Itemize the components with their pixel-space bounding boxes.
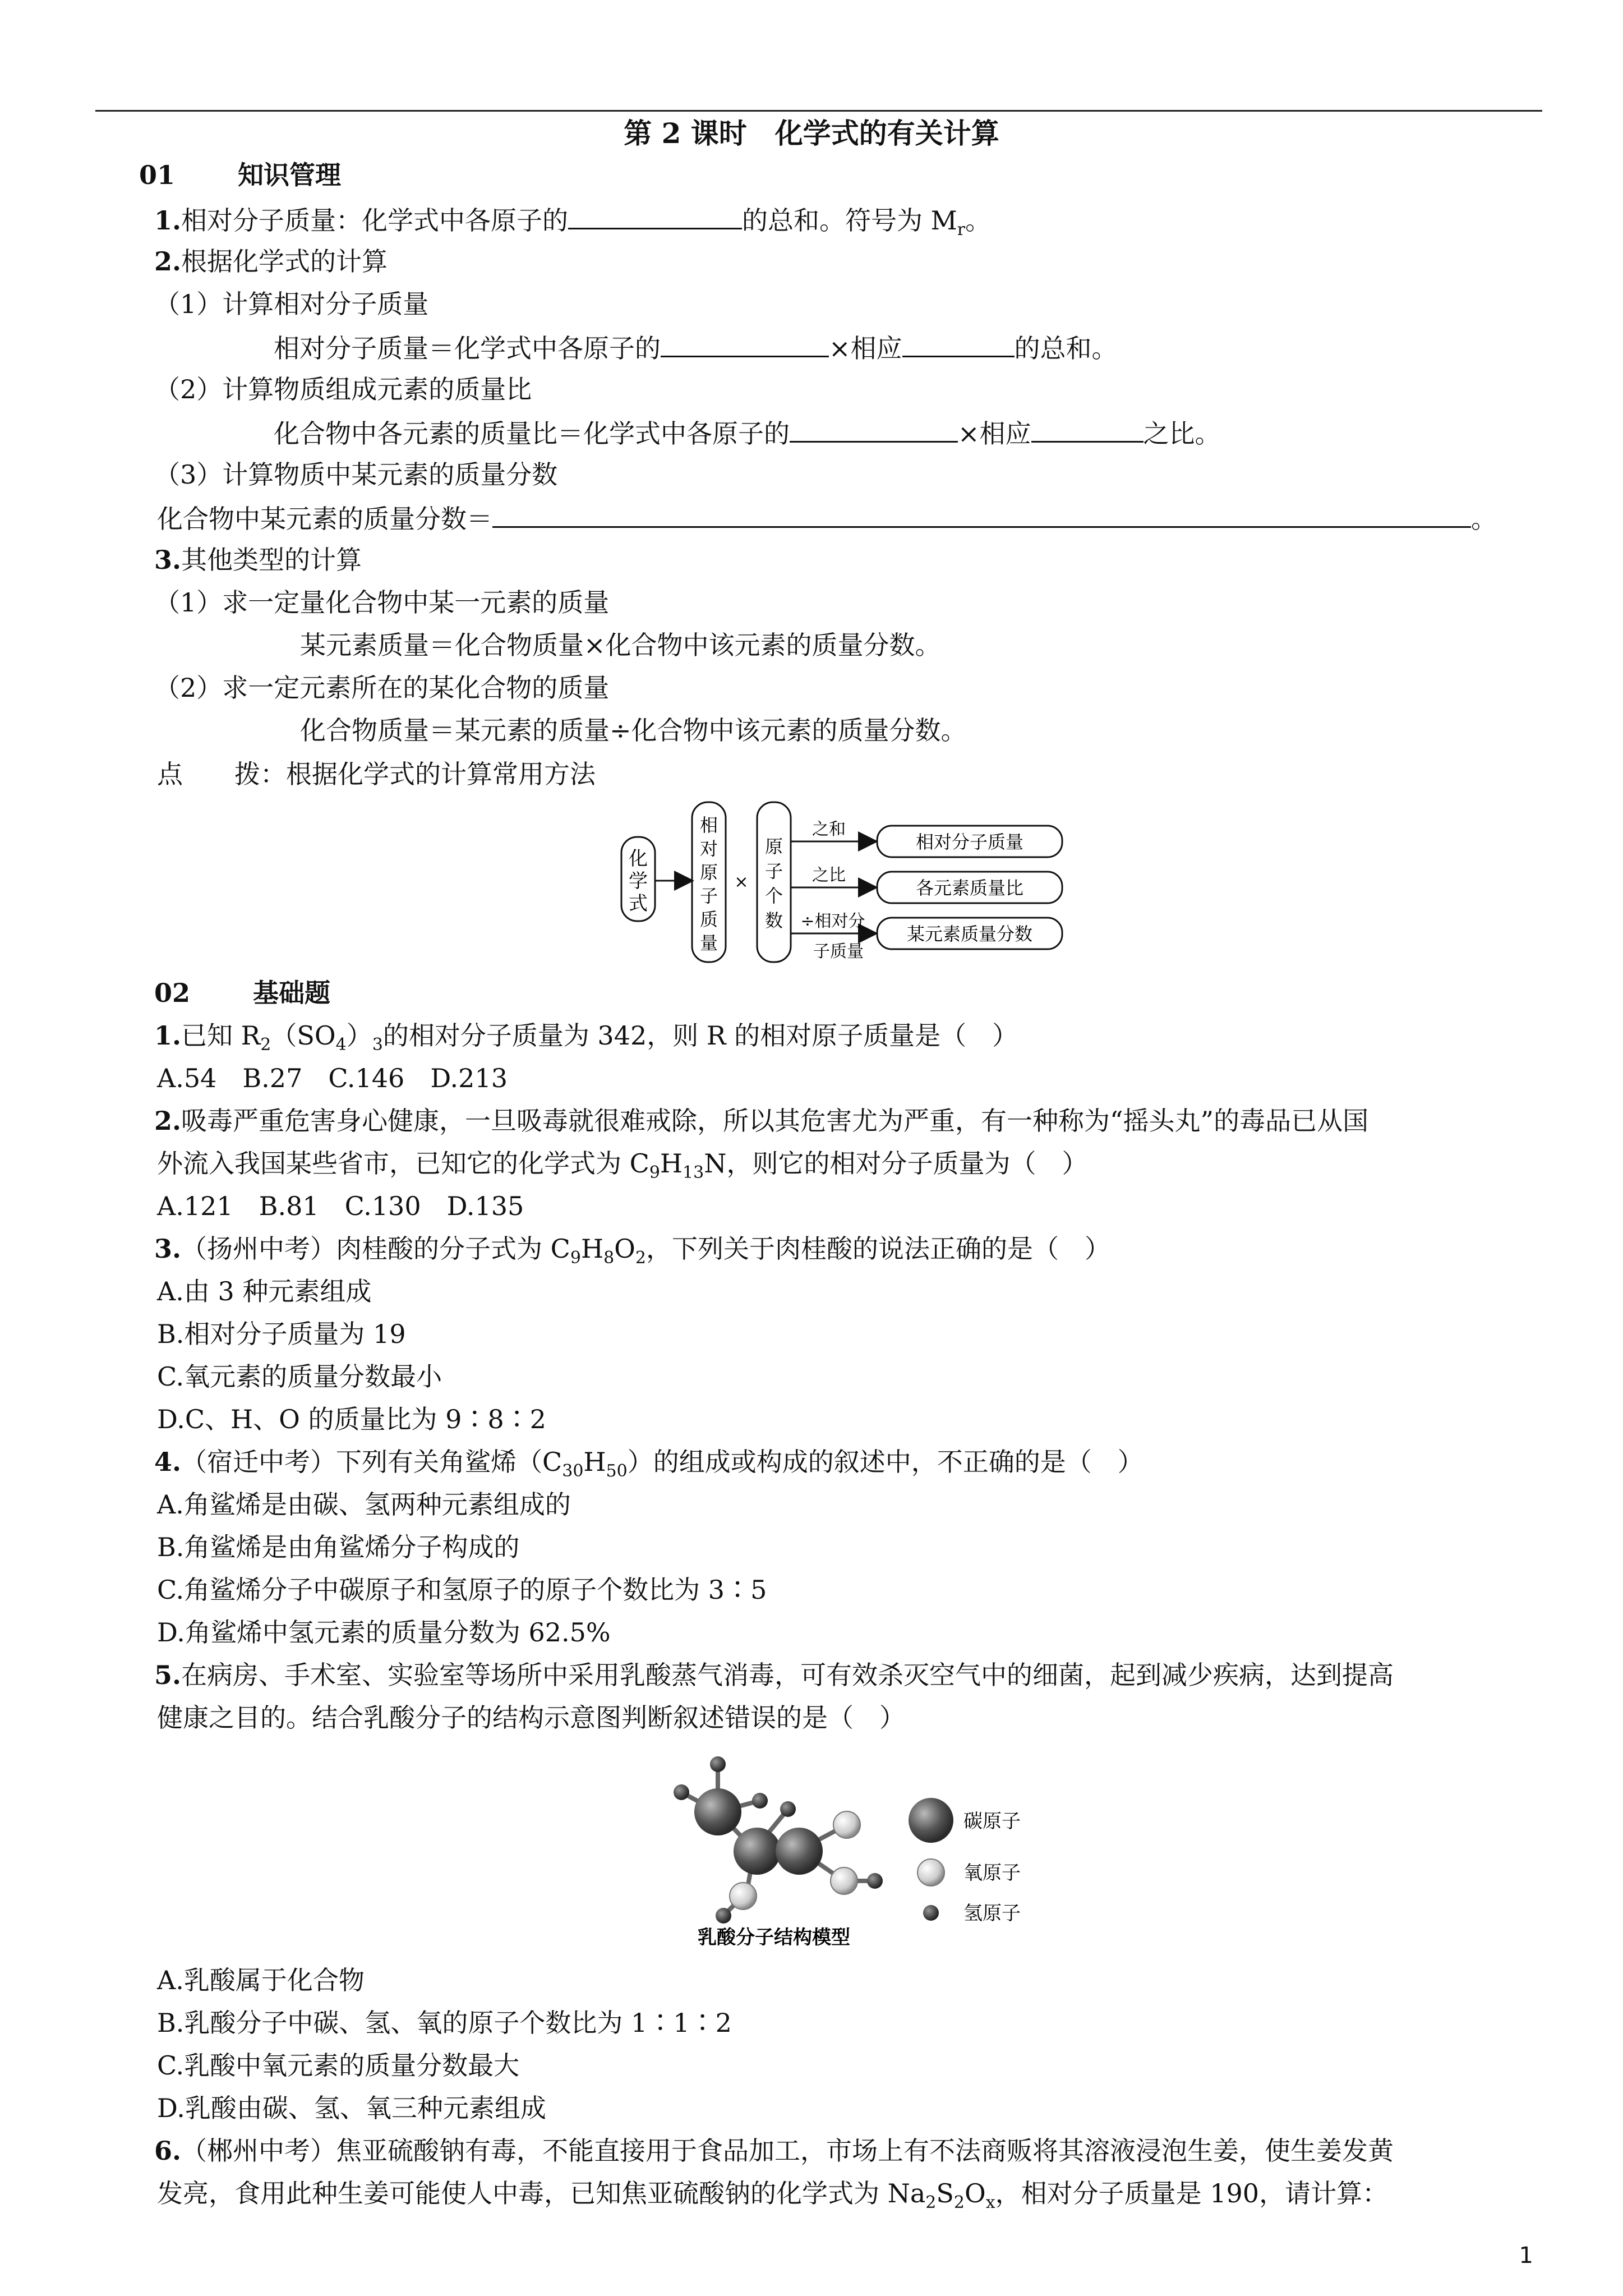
fill-blank[interactable] xyxy=(661,330,829,357)
knowledge-item-1: 1.相对分子质量：化学式中各原子的 的总和。符号为 $M_r$。 xyxy=(154,202,991,247)
section-name: 基础题 xyxy=(253,978,331,1008)
question-5-option-b: B.乳酸分子中碳、氢、氧的原子个数比为 1∶1∶2 xyxy=(157,2008,732,2038)
carbon-atom xyxy=(734,1828,781,1875)
question-6-line-1: 6.（郴州中考）焦亚硫酸钠有毒，不能直接用于食品加工，市场上有不法商贩将其溶液浸泡生姜，使生姜发黄 xyxy=(154,2136,1394,2166)
fill-blank[interactable] xyxy=(492,500,1471,528)
question-4-option-c: C.角鲨烯分子中碳原子和氢原子的原子个数比为 3∶5 xyxy=(157,1575,767,1605)
arrow-fraction-label-2: 子质量 xyxy=(813,942,864,961)
oxygen-atom xyxy=(833,1811,860,1838)
legend-oxygen-label: 氧原子 xyxy=(963,1862,1021,1884)
fill-blank[interactable] xyxy=(568,202,742,229)
legend-carbon-icon xyxy=(909,1798,953,1843)
question-3-option-c: C.氧元素的质量分数最小 xyxy=(157,1361,442,1392)
question-2-options: A.121 B.81 C.130 D.135 xyxy=(157,1191,524,1221)
legend-hydrogen-icon xyxy=(923,1905,939,1921)
box2-char-5: 质 xyxy=(699,909,718,930)
question-3-option-d: D.C、H、O 的质量比为 9∶8∶2 xyxy=(157,1404,546,1434)
legend-hydrogen-label: 氢原子 xyxy=(963,1902,1021,1925)
knowledge-3-1-heading: （1）求一定量化合物中某一元素的质量 xyxy=(154,587,610,618)
knowledge-2-1-heading: （1）计算相对分子质量 xyxy=(154,289,429,319)
question-5-option-c: C.乳酸中氧元素的质量分数最大 xyxy=(157,2050,520,2081)
box2-char-2: 对 xyxy=(699,838,718,859)
question-1: 1.已知 $R_2(SO_4)_3$的相对分子质量为 342，则 R 的相对原子质量是（ ） xyxy=(154,1020,1018,1055)
figure-caption: 乳酸分子结构模型 xyxy=(698,1926,850,1949)
tip-label: 点 拨： xyxy=(157,759,286,789)
legend-oxygen-icon xyxy=(917,1859,944,1886)
out1-label: 相对分子质量 xyxy=(915,831,1024,853)
box2-char-4: 子 xyxy=(699,885,718,907)
question-5-option-d: D.乳酸由碳、氢、氧三种元素组成 xyxy=(157,2093,546,2123)
atom-count-box xyxy=(757,802,791,962)
question-3: 3.（扬州中考）肉桂酸的分子式为 $C_9H_8O_2$，下列关于肉桂酸的说法正确的是（ ） xyxy=(154,1234,1110,1268)
section-number: 02 xyxy=(154,978,191,1008)
question-4-option-d: D.角鲨烯中氢元素的质量分数为 62.5% xyxy=(157,1617,611,1648)
section-knowledge xyxy=(139,158,341,192)
legend-carbon-label: 碳原子 xyxy=(963,1810,1021,1833)
times-sign: × xyxy=(734,872,749,892)
knowledge-2-2-formula: 化合物中各元素的质量比＝化学式中各原子的 ×相应 之比。 xyxy=(274,415,1221,450)
top-rule xyxy=(95,110,1542,112)
box3-char-3: 个 xyxy=(764,885,783,907)
knowledge-item-3: 3.其他类型的计算 xyxy=(154,545,362,575)
lactic-acid-model-figure xyxy=(656,1745,1082,1952)
question-5-option-a: A.乳酸属于化合物 xyxy=(157,1965,365,1995)
question-6-line-2: 发亮，食用此种生姜可能使人中毒，已知焦亚硫酸钠的化学式为 $Na_2S_2O_x$，相对分子质量是 190，请计算： xyxy=(157,2178,1389,2213)
question-4: 4.（宿迁中考）下列有关角鲨烯$(C_{30}H_{50})$的组成或构成的叙述中，不正确的是（ ） xyxy=(154,1447,1144,1481)
arrow-fraction-label-1: ÷相对分 xyxy=(800,912,865,931)
knowledge-2-2-heading: （2）计算物质组成元素的质量比 xyxy=(154,374,532,404)
calculation-flow-diagram xyxy=(617,797,1077,970)
page-title: 第 2 课时 化学式的有关计算 xyxy=(624,117,999,150)
arrow-sum-label: 之和 xyxy=(812,820,846,839)
oxygen-atom xyxy=(730,1883,757,1910)
box1-char-3: 式 xyxy=(629,892,648,915)
hydrogen-atom xyxy=(867,1873,883,1889)
hydrogen-atom xyxy=(752,1793,768,1809)
box1-char-1: 化 xyxy=(629,848,648,870)
question-5-line-2: 健康之目的。结合乳酸分子的结构示意图判断叙述错误的是（ ） xyxy=(157,1703,905,1733)
hydrogen-atom xyxy=(710,1756,726,1772)
box1-char-2: 学 xyxy=(629,870,648,892)
question-5-line-1: 5.在病房、手术室、实验室等场所中采用乳酸蒸气消毒，可有效杀灭空气中的细菌，起到减少疾病，达到提高 xyxy=(154,1660,1394,1690)
carbon-atom xyxy=(694,1788,741,1835)
tip-text: 根据化学式的计算常用方法 xyxy=(286,759,596,789)
hydrogen-atom xyxy=(674,1784,689,1800)
box2-char-1: 相 xyxy=(699,815,718,836)
knowledge-3-1-body: 某元素质量＝化合物质量×化合物中该元素的质量分数。 xyxy=(300,630,941,660)
section-name: 知识管理 xyxy=(238,160,342,190)
knowledge-item-2: 2.根据化学式的计算 xyxy=(154,246,388,277)
section-basics xyxy=(154,976,330,1010)
knowledge-2-1-formula: 相对分子质量＝化学式中各原子的 ×相应 的总和。 xyxy=(274,330,1118,365)
knowledge-2-3-heading: （3）计算物质中某元素的质量分数 xyxy=(154,459,558,490)
out2-label: 各元素质量比 xyxy=(915,877,1024,899)
knowledge-2-3-formula: 化合物中某元素的质量分数＝ 。 xyxy=(157,500,1497,536)
tip xyxy=(157,757,596,791)
knowledge-3-2-heading: （2）求一定元素所在的某化合物的质量 xyxy=(154,673,610,703)
question-1-options: A.54 B.27 C.146 D.213 xyxy=(157,1063,508,1093)
fill-blank[interactable] xyxy=(902,330,1015,357)
question-4-option-a: A.角鲨烯是由碳、氢两种元素组成的 xyxy=(157,1489,571,1520)
arrow-ratio-label: 之比 xyxy=(812,866,846,885)
box3-char-1: 原 xyxy=(764,836,783,857)
oxygen-atom xyxy=(831,1867,857,1894)
hydrogen-atom xyxy=(780,1801,796,1817)
box3-char-2: 子 xyxy=(764,861,783,882)
box2-char-6: 量 xyxy=(699,932,718,954)
carbon-atom xyxy=(776,1828,823,1875)
question-3-option-b: B.相对分子质量为 19 xyxy=(157,1319,406,1349)
question-2-line-2: 外流入我国某些省市，已知它的化学式为 $C_9H_{13}N$，则它的相对分子质量为（ ） xyxy=(157,1148,1088,1183)
fill-blank[interactable] xyxy=(1031,415,1144,443)
question-4-option-b: B.角鲨烯是由角鲨烯分子构成的 xyxy=(157,1532,520,1562)
box2-char-3: 原 xyxy=(699,862,718,883)
page-number: 1 xyxy=(1519,2243,1533,2269)
hydrogen-atom xyxy=(716,1908,731,1924)
box3-char-4: 数 xyxy=(764,910,783,931)
question-3-option-a: A.由 3 种元素组成 xyxy=(157,1276,372,1306)
knowledge-3-2-body: 化合物质量＝某元素的质量÷化合物中该元素的质量分数。 xyxy=(300,715,967,746)
question-2-line-1: 2.吸毒严重危害身心健康，一旦吸毒就很难戒除，所以其危害尤为严重，有一种称为“摇头丸”的毒品已从国 xyxy=(154,1106,1369,1136)
section-number: 01 xyxy=(139,160,176,190)
out3-label: 某元素质量分数 xyxy=(906,923,1033,945)
fill-blank[interactable] xyxy=(790,415,958,443)
